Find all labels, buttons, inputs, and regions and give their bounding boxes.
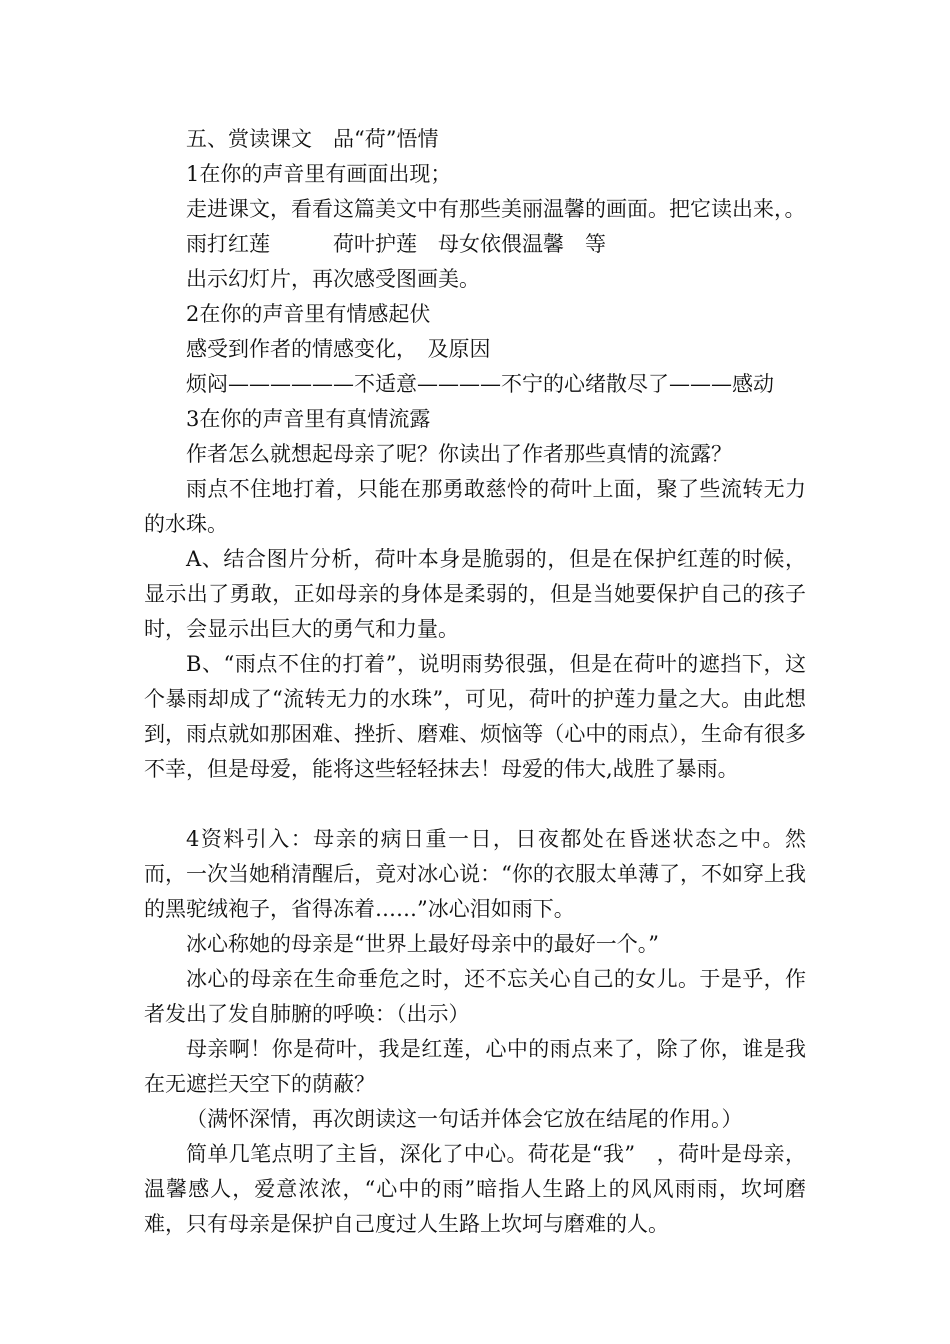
paragraph: 冰心称她的母亲是“世界上最好母亲中的最好一个。” [186,932,659,956]
paragraph: （满怀深情，再次朗读这一句话并体会它放在结尾的作用。） [186,1107,743,1131]
paragraph: 4资料引入：母亲的病日重一日，日夜都处在昏迷状态之中。然而，一次当她稍清醒后，竟对冰心说：“你的衣服太单薄了，不如穿上我的黑驼绒袍子，省得冻着……”冰心泪如雨下。 [144,827,806,921]
paragraph: 简单几笔点明了主旨，深化了中心。荷花是“我” ，荷叶是母亲，温馨感人，爱意浓浓，“心中的雨”暗指人生路上的风风雨雨，坎坷磨难，只有母亲是保护自己度过人生路上坎坷与磨难的人。 [144,1142,806,1236]
paragraph: 母亲啊！你是荷叶，我是红莲，心中的雨点来了，除了你，谁是我在无遮拦天空下的荫蔽？ [144,1037,806,1096]
paragraph: B、“雨点不住的打着”，说明雨势很强，但是在荷叶的遮挡下，这个暴雨却成了“流转无力的水珠”，可见，荷叶的护莲力量之大。由此想到，雨点就如那困难、挫折、磨难、烦恼等（心中的雨点），生命有很多不幸，但是母爱，能将这些轻轻抹去！母爱的伟大,战胜了暴雨。 [144,652,806,781]
paragraph: 雨点不住地打着，只能在那勇敢慈怜的荷叶上面，聚了些流转无力的水珠。 [144,477,806,536]
paragraph: 走进课文，看看这篇美文中有那些美丽温馨的画面。把它读出来，。 [186,197,806,221]
paragraph: 作者怎么就想起母亲了呢？你读出了作者那些真情的流露？ [186,442,732,466]
document-body [144,122,806,1242]
section-heading: 五、赏读课文 品“荷”悟情 [186,127,439,151]
paragraph: 2在你的声音里有情感起伏 [186,302,431,326]
paragraph: 出示幻灯片，再次感受图画美。 [186,267,480,291]
paragraph: A、结合图片分析，荷叶本身是脆弱的，但是在保护红莲的时候，显示出了勇敢，正如母亲的身体是柔弱的，但是当她要保护自己的孩子时，会显示出巨大的勇气和力量。 [144,547,806,641]
paragraph: 雨打红莲 荷叶护莲 母女依偎温馨 等 [186,232,606,256]
blank-line [144,787,806,822]
paragraph: 3在你的声音里有真情流露 [186,407,431,431]
paragraph: 1在你的声音里有画面出现； [186,162,452,186]
paragraph: 感受到作者的情感变化， 及原因 [186,337,491,361]
paragraph: 冰心的母亲在生命垂危之时，还不忘关心自己的女儿。于是乎，作者发出了发自肺腑的呼唤：（出示） [144,967,806,1026]
paragraph: 烦闷——————不适意————不宁的心绪散尽了———感动 [186,372,774,396]
